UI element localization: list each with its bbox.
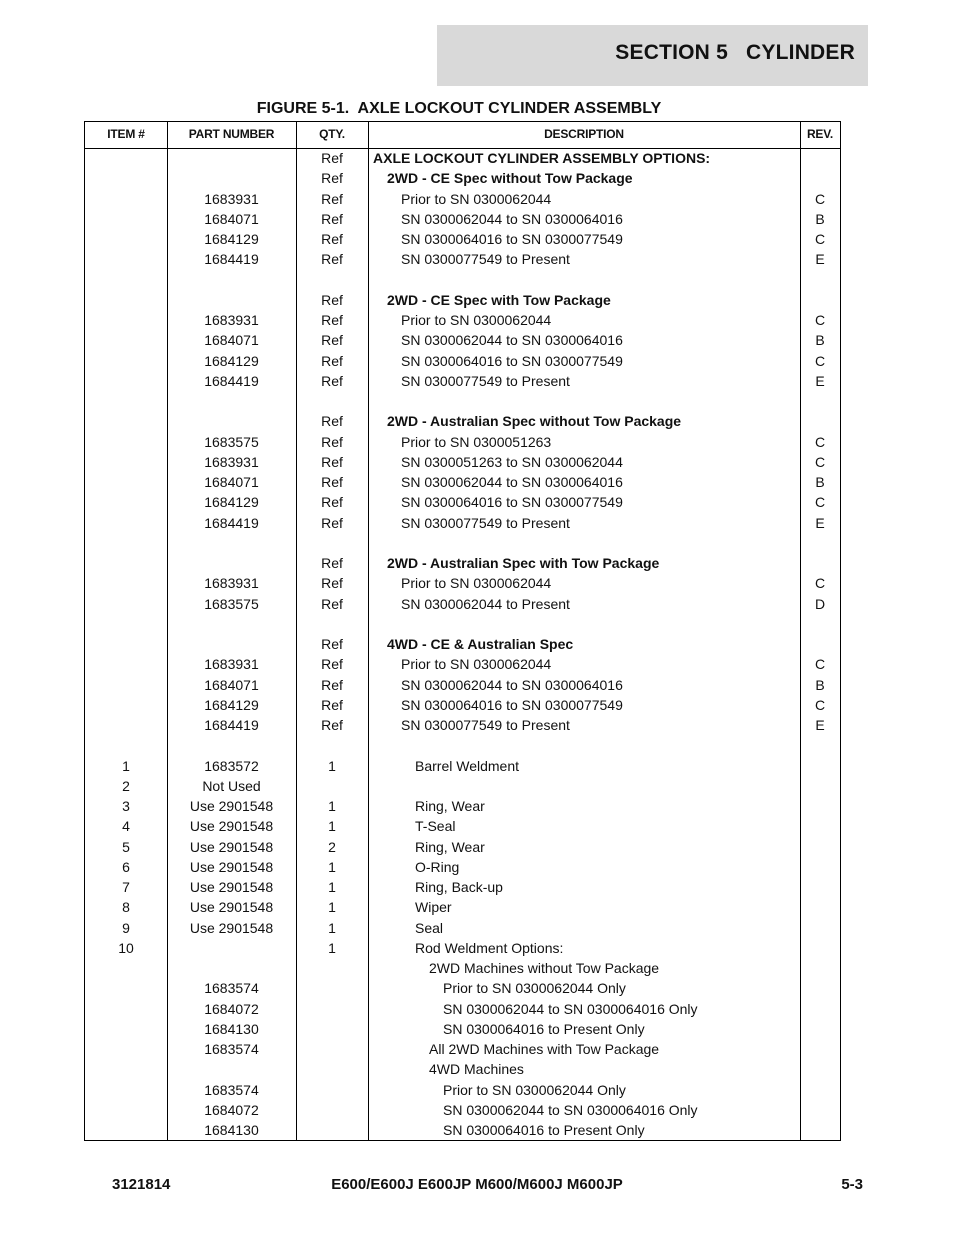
table-row	[85, 229, 840, 249]
cell-description: SN 0300062044 to SN 0300064016	[401, 474, 623, 490]
cell-description: SN 0300064016 to Present Only	[443, 1020, 645, 1037]
cell-qty: Ref	[321, 676, 343, 693]
cell-description: Prior to SN 0300062044 Only	[443, 1081, 626, 1098]
cell-qty: 1	[328, 899, 336, 916]
cell-rev: B	[815, 332, 825, 349]
cell-part-number: 1684072	[204, 1101, 259, 1118]
cell-part-number: 1684071	[204, 210, 259, 227]
cell-part-number: 1683574	[204, 980, 259, 997]
cell-qty: Ref	[321, 413, 343, 430]
table-row	[85, 1039, 840, 1059]
table-row	[85, 978, 840, 998]
cell-qty: Ref	[321, 210, 343, 227]
cell-item: 10	[118, 939, 134, 956]
cell-item: 5	[122, 838, 130, 855]
table-row	[85, 594, 840, 614]
cell-description: Prior to SN 0300051263	[401, 433, 552, 450]
cell-part-number: 1683931	[204, 312, 259, 328]
cell-description: Prior to SN 0300062044 Only	[443, 980, 626, 997]
cell-part-number: Use 2901548	[189, 798, 274, 814]
cell-rev: C	[814, 433, 826, 450]
cell-qty: Ref	[321, 474, 343, 490]
cell-part-number: Use 2901548	[189, 919, 274, 936]
cell-rev: E	[815, 514, 825, 531]
table-header	[85, 122, 840, 149]
cell-qty: 1	[328, 919, 336, 936]
cell-description: 4WD - CE & Australian Spec	[387, 636, 574, 652]
cell-description: SN 0300064016 to SN 0300077549	[401, 696, 623, 713]
cell-item: 1	[122, 757, 130, 774]
cell-item: 7	[122, 879, 130, 895]
cell-part-number: 1684071	[204, 474, 259, 490]
cell-description: Prior to SN 0300062044	[401, 575, 552, 592]
cell-qty: Ref	[321, 231, 343, 247]
cell-description: 2WD - Australian Spec without Tow Package	[387, 413, 682, 430]
header-part-number: PART NUMBER	[188, 127, 275, 141]
cell-description: Seal	[415, 919, 444, 936]
section-banner	[437, 25, 868, 86]
cell-qty: Ref	[321, 656, 343, 673]
parts-table	[84, 121, 841, 1141]
cell-rev: C	[814, 190, 826, 207]
cell-description: SN 0300064016 to Present Only	[443, 1122, 645, 1138]
table-row	[85, 715, 840, 735]
cell-description: SN 0300062044 to Present	[401, 595, 570, 612]
cell-rev: C	[814, 312, 826, 328]
cell-description: Prior to SN 0300062044	[401, 190, 552, 207]
table-row	[85, 270, 840, 290]
table-row	[85, 958, 840, 978]
table-row	[85, 756, 840, 776]
table-row	[85, 573, 840, 593]
cell-item: 3	[122, 798, 130, 814]
table-row	[85, 999, 840, 1019]
cell-part-number: 1683574	[204, 1081, 259, 1098]
cell-part-number: Use 2901548	[189, 858, 274, 875]
cell-description: Ring, Wear	[415, 838, 485, 855]
cell-description: T-Seal	[415, 818, 456, 835]
table-row	[85, 209, 840, 229]
cell-part-number: Use 2901548	[189, 879, 274, 895]
table-row	[85, 513, 840, 533]
cell-description: SN 0300062044 to SN 0300064016	[401, 210, 623, 227]
table-row	[85, 168, 840, 188]
cell-part-number: 1683574	[204, 1041, 259, 1057]
cell-description: 4WD Machines	[429, 1061, 524, 1078]
cell-rev: C	[814, 656, 826, 673]
cell-part-number: Use 2901548	[189, 838, 274, 855]
table-row	[85, 1120, 840, 1140]
cell-qty: Ref	[321, 170, 343, 187]
cell-rev: E	[815, 717, 825, 733]
header-description: DESCRIPTION	[544, 127, 624, 141]
cell-description: Ring, Wear	[415, 798, 485, 814]
cell-qty: Ref	[321, 190, 343, 207]
cell-description: Prior to SN 0300062044	[401, 656, 552, 673]
cell-part-number: 1684129	[204, 494, 259, 511]
table-row	[85, 634, 840, 654]
table-row	[85, 776, 840, 796]
section-title: SECTION 5 CYLINDER	[615, 41, 855, 64]
cell-description: SN 0300062044 to SN 0300064016 Only	[443, 1000, 698, 1017]
cell-description: SN 0300077549 to Present	[401, 514, 570, 531]
table-row	[85, 391, 840, 411]
table-row	[85, 1080, 840, 1100]
cell-rev: E	[815, 251, 825, 268]
table-row	[85, 1059, 840, 1079]
table-row	[85, 533, 840, 553]
cell-item: 6	[122, 858, 130, 875]
cell-part-number: 1684072	[204, 1000, 259, 1017]
cell-item: 9	[122, 919, 130, 936]
cell-description: Ring, Back-up	[415, 879, 503, 895]
cell-part-number: 1683931	[204, 190, 259, 207]
table-row	[85, 553, 840, 573]
table-row	[85, 735, 840, 755]
cell-part-number: 1684130	[204, 1020, 259, 1037]
cell-description: SN 0300077549 to Present	[401, 251, 570, 268]
cell-description: SN 0300062044 to SN 0300064016	[401, 332, 623, 349]
cell-qty: 1	[328, 879, 336, 895]
table-row	[85, 371, 840, 391]
cell-part-number: Use 2901548	[189, 899, 274, 916]
table-row	[85, 614, 840, 634]
cell-qty: Ref	[321, 595, 343, 612]
cell-qty: Ref	[321, 575, 343, 592]
cell-part-number: Not Used	[202, 777, 261, 794]
cell-qty: 1	[328, 757, 336, 774]
table-row	[85, 857, 840, 877]
cell-description: SN 0300077549 to Present	[401, 372, 570, 389]
cell-part-number: 1683931	[204, 656, 259, 673]
cell-qty: Ref	[321, 312, 343, 328]
model-list: E600/E600J E600JP M600/M600J M600JP	[331, 1176, 623, 1193]
cell-qty: Ref	[321, 717, 343, 733]
cell-description: Rod Weldment Options:	[415, 939, 564, 956]
cell-qty: Ref	[321, 494, 343, 511]
table-row	[85, 695, 840, 715]
table-row	[85, 1100, 840, 1120]
cell-qty: Ref	[321, 514, 343, 531]
cell-part-number: 1684419	[204, 251, 259, 268]
cell-qty: Ref	[321, 332, 343, 349]
table-row	[85, 877, 840, 897]
cell-description: 2WD Machines without Tow Package	[429, 960, 660, 976]
document-number: 3121814	[112, 1176, 171, 1193]
table-row	[85, 472, 840, 492]
table-row	[85, 411, 840, 431]
cell-description: 2WD - Australian Spec with Tow Package	[387, 555, 660, 571]
cell-part-number: 1683931	[204, 575, 259, 592]
cell-description: SN 0300062044 to SN 0300064016	[401, 676, 623, 693]
cell-description: 2WD - CE Spec with Tow Package	[387, 291, 611, 308]
table-row	[85, 654, 840, 674]
cell-qty: Ref	[321, 696, 343, 713]
cell-item: 4	[122, 818, 130, 835]
header-qty: QTY.	[319, 127, 345, 141]
cell-description: SN 0300051263 to SN 0300062044	[401, 453, 623, 470]
table-row	[85, 351, 840, 371]
cell-description: AXLE LOCKOUT CYLINDER ASSEMBLY OPTIONS:	[373, 150, 711, 166]
cell-rev: E	[815, 372, 825, 389]
cell-qty: Ref	[321, 453, 343, 470]
table-row	[85, 330, 840, 350]
cell-part-number: 1684129	[204, 696, 259, 713]
table-row	[85, 432, 840, 452]
cell-description: 2WD - CE Spec without Tow Package	[387, 170, 633, 187]
cell-description: All 2WD Machines with Tow Package	[429, 1041, 660, 1057]
table-row	[85, 189, 840, 209]
table-row	[85, 1019, 840, 1039]
header-item: ITEM #	[107, 127, 145, 141]
cell-qty: 1	[328, 858, 336, 875]
table-body	[85, 148, 840, 1140]
table-row	[85, 148, 840, 168]
cell-qty: 2	[328, 838, 336, 855]
cell-rev: B	[815, 676, 825, 693]
table-row	[85, 310, 840, 330]
page-number: 5-3	[841, 1176, 863, 1193]
cell-part-number: 1683575	[204, 433, 259, 450]
figure-title: FIGURE 5-1. AXLE LOCKOUT CYLINDER ASSEMBLY	[256, 100, 662, 117]
cell-rev: C	[814, 575, 826, 592]
cell-part-number: 1684419	[204, 717, 259, 733]
table-row	[85, 492, 840, 512]
page-footer	[0, 1176, 954, 1196]
table-row	[85, 290, 840, 310]
table-row	[85, 897, 840, 917]
cell-part-number: 1684419	[204, 514, 259, 531]
cell-rev: D	[814, 595, 826, 612]
cell-rev: C	[814, 352, 826, 369]
cell-qty: 1	[328, 798, 336, 814]
cell-item: 8	[122, 899, 130, 916]
cell-part-number: Use 2901548	[189, 818, 274, 835]
cell-part-number: 1684071	[204, 676, 259, 693]
cell-qty: Ref	[321, 291, 343, 308]
cell-part-number: 1684130	[204, 1122, 259, 1138]
table-row	[85, 675, 840, 695]
table-row	[85, 816, 840, 836]
cell-part-number: 1684129	[204, 352, 259, 369]
cell-description: Wiper	[415, 899, 452, 916]
cell-item: 2	[122, 777, 130, 794]
cell-description: Prior to SN 0300062044	[401, 312, 552, 328]
cell-description: SN 0300064016 to SN 0300077549	[401, 494, 623, 511]
cell-qty: Ref	[321, 372, 343, 389]
cell-part-number: 1683572	[204, 757, 259, 774]
cell-part-number: 1683931	[204, 453, 259, 470]
cell-description: Barrel Weldment	[415, 757, 520, 774]
table-row	[85, 938, 840, 958]
cell-rev: C	[814, 231, 826, 247]
table-row	[85, 796, 840, 816]
cell-description: SN 0300062044 to SN 0300064016 Only	[443, 1101, 698, 1118]
cell-description: O-Ring	[415, 858, 460, 875]
table-row	[85, 837, 840, 857]
cell-description: SN 0300077549 to Present	[401, 717, 570, 733]
cell-part-number: 1683575	[204, 595, 259, 612]
cell-rev: C	[814, 494, 826, 511]
cell-part-number: 1684129	[204, 231, 259, 247]
cell-rev: C	[814, 453, 826, 470]
cell-qty: Ref	[321, 352, 343, 369]
table-row	[85, 249, 840, 269]
header-rev: REV.	[806, 127, 834, 141]
cell-rev: B	[815, 210, 825, 227]
cell-qty: Ref	[321, 433, 343, 450]
cell-qty: Ref	[321, 150, 343, 166]
table-row	[85, 452, 840, 472]
cell-part-number: 1684071	[204, 332, 259, 349]
cell-qty: 1	[328, 939, 336, 956]
cell-qty: Ref	[321, 251, 343, 268]
cell-qty: Ref	[321, 636, 343, 652]
cell-description: SN 0300064016 to SN 0300077549	[401, 352, 623, 369]
table-row	[85, 918, 840, 938]
cell-rev: C	[814, 696, 826, 713]
cell-qty: Ref	[321, 555, 343, 571]
cell-part-number: 1684419	[204, 372, 259, 389]
cell-description: SN 0300064016 to SN 0300077549	[401, 231, 623, 247]
cell-rev: B	[815, 474, 825, 490]
cell-qty: 1	[328, 818, 336, 835]
